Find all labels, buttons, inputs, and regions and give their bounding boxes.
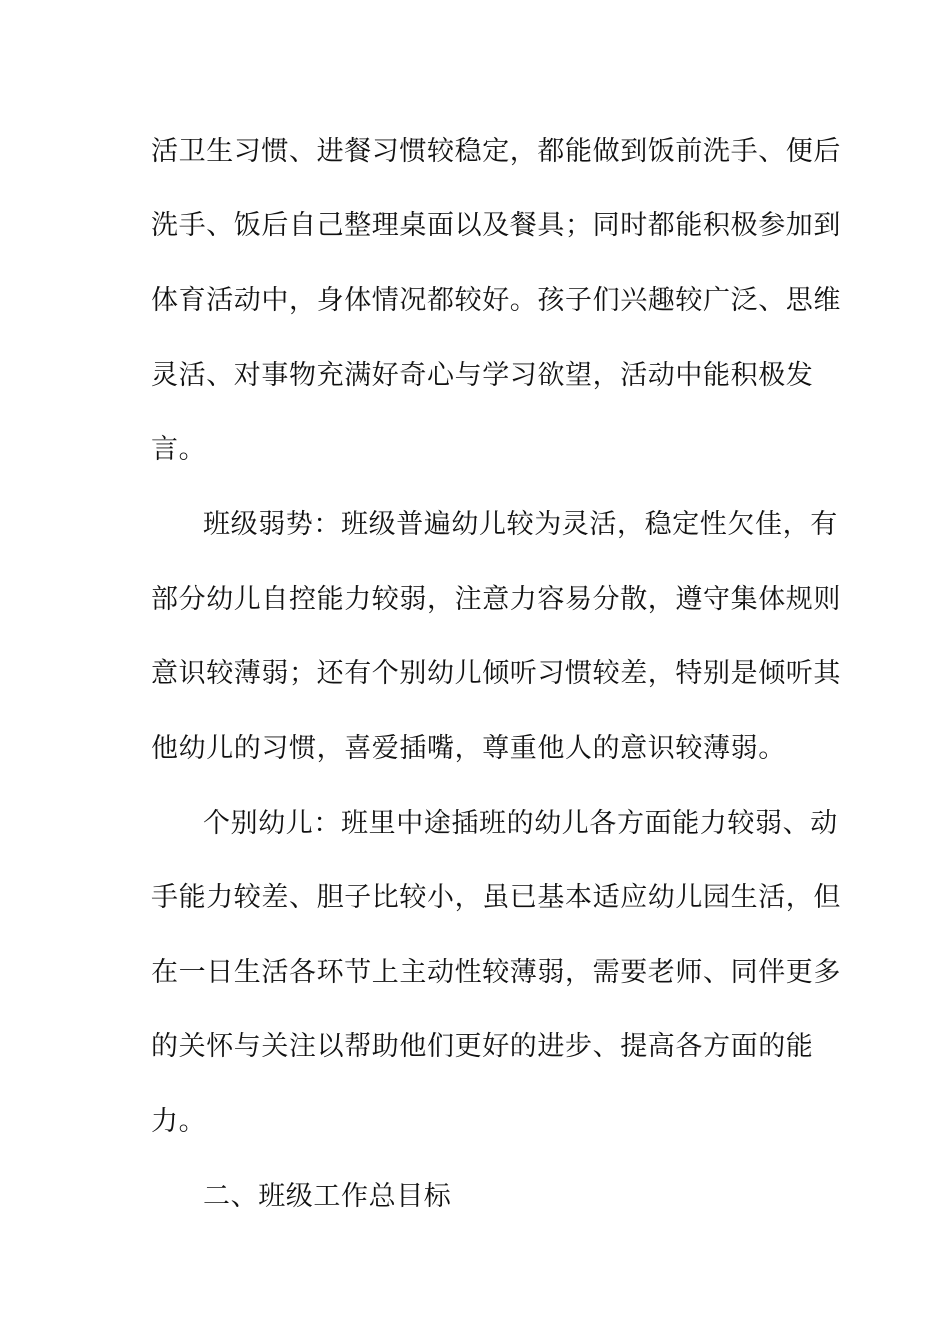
paragraph-line: 在一日生活各环节上主动性较薄弱，需要老师、同伴更多 (151, 957, 841, 988)
paragraph-line: 意识较薄弱；还有个别幼儿倾听习惯较差，特别是倾听其 (151, 658, 841, 689)
section-heading: 二、班级工作总目标 (203, 1181, 452, 1212)
paragraph-line: 活卫生习惯、进餐习惯较稳定，都能做到饭前洗手、便后 (151, 136, 841, 167)
paragraph-line: 手能力较差、胆子比较小，虽已基本适应幼儿园生活，但 (151, 882, 841, 913)
paragraph-line: 言。 (151, 434, 207, 465)
paragraph-line: 班级弱势：班级普遍幼儿较为灵活，稳定性欠佳，有 (203, 509, 838, 540)
paragraph-line: 他幼儿的习惯，喜爱插嘴，尊重他人的意识较薄弱。 (151, 733, 786, 764)
paragraph-line: 体育活动中，身体情况都较好。孩子们兴趣较广泛、思维 (151, 285, 841, 316)
paragraph-line: 的关怀与关注以帮助他们更好的进步、提高各方面的能 (151, 1031, 814, 1062)
paragraph-line: 部分幼儿自控能力较弱，注意力容易分散，遵守集体规则 (151, 584, 841, 615)
paragraph-line: 力。 (151, 1106, 207, 1137)
paragraph-line: 灵活、对事物充满好奇心与学习欲望，活动中能积极发 (151, 360, 814, 391)
paragraph-line: 洗手、饭后自己整理桌面以及餐具；同时都能积极参加到 (151, 210, 841, 241)
paragraph-line: 个别幼儿：班里中途插班的幼儿各方面能力较弱、动 (203, 808, 838, 839)
